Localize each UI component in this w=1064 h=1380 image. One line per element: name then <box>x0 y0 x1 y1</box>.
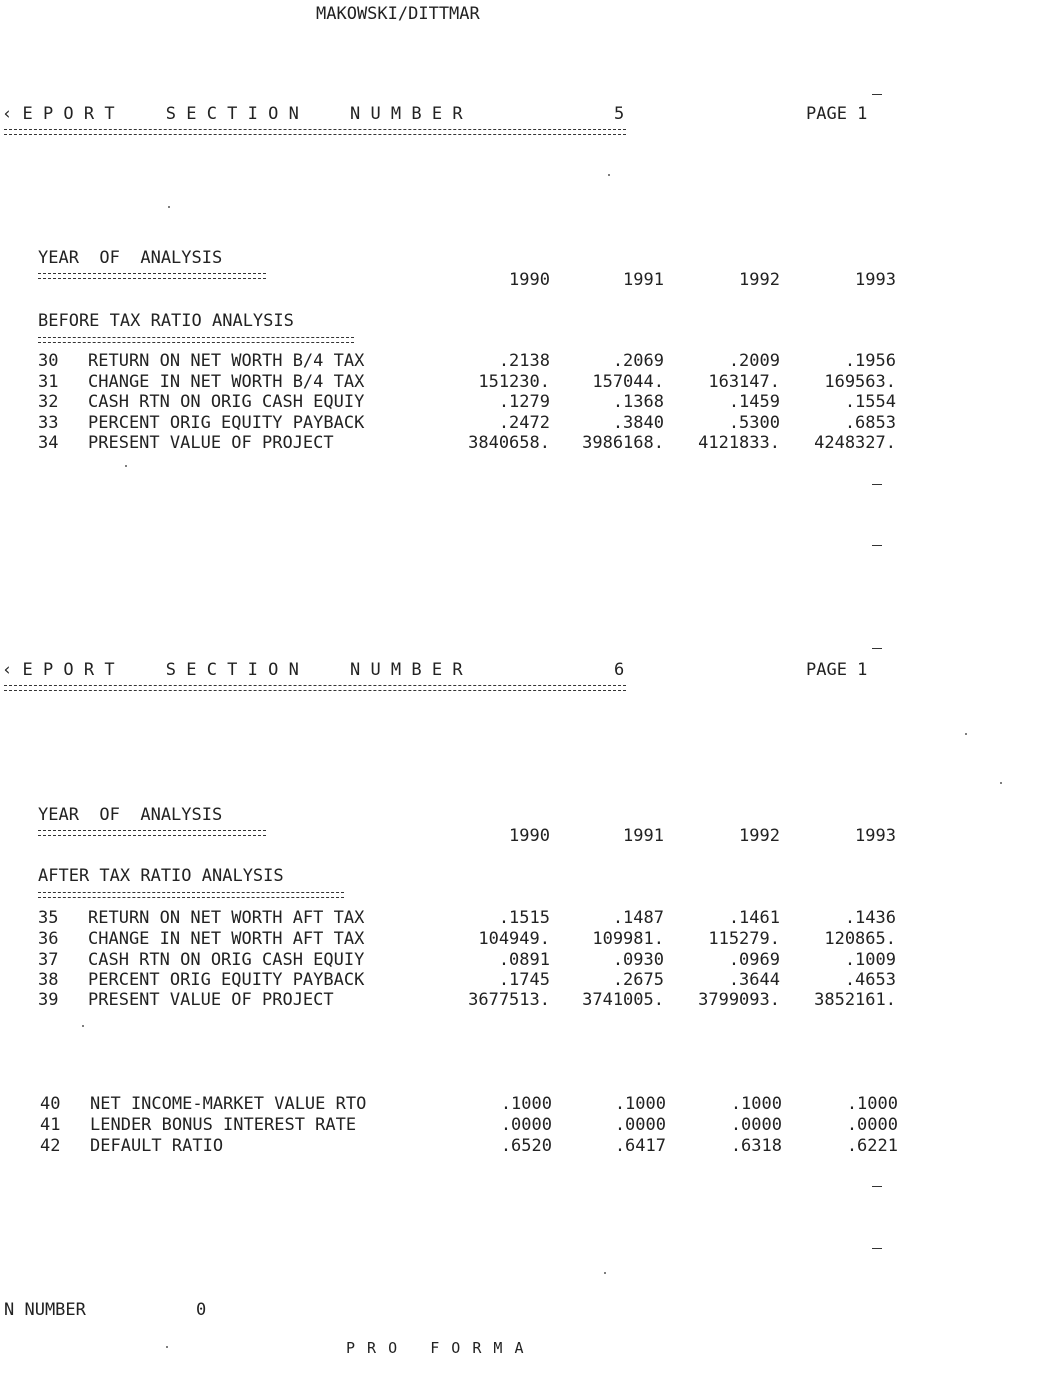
footer-pro-forma: P R O F O R M A <box>346 1339 526 1357</box>
row-value-1992: .1461 <box>728 908 780 928</box>
row-label: CASH RTN ON ORIG CASH EQUIY <box>88 392 365 412</box>
section-5-number: 5 <box>614 104 625 124</box>
margin-mark <box>872 1248 882 1249</box>
margin-mark <box>872 484 882 485</box>
row-number: 37 <box>38 950 59 970</box>
row-number: 33 <box>38 413 59 433</box>
row-value-1992: .0969 <box>728 950 780 970</box>
row-value-1993: 169563. <box>824 372 896 392</box>
section-5-year-1992: 1992 <box>739 270 780 290</box>
row-label: RETURN ON NET WORTH AFT TAX <box>88 908 365 928</box>
row-value-1991: 109981. <box>592 929 664 949</box>
scan-speck <box>965 733 967 735</box>
row-label: DEFAULT RATIO <box>90 1136 224 1156</box>
row-value-1992: .0000 <box>730 1115 782 1135</box>
section-6-page: PAGE 1 <box>806 660 868 680</box>
row-value-1993: 3852161. <box>814 990 896 1010</box>
row-value-1992: 115279. <box>708 929 780 949</box>
row-number: 38 <box>38 970 59 990</box>
row-number: 31 <box>38 372 59 392</box>
row-value-1992: .2009 <box>728 351 780 371</box>
row-label: PERCENT ORIG EQUITY PAYBACK <box>88 413 365 433</box>
section-5-year-1991: 1991 <box>623 270 664 290</box>
row-value-1990: .6520 <box>500 1136 552 1156</box>
scan-speck <box>608 174 610 176</box>
page-mark <box>872 94 882 95</box>
row-value-1992: .1459 <box>728 392 780 412</box>
scan-speck <box>166 1346 168 1348</box>
row-number: 34 <box>38 433 59 453</box>
document-author-header: MAKOWSKI/DITTMAR <box>316 4 480 24</box>
row-label: RETURN ON NET WORTH B/4 TAX <box>88 351 365 371</box>
row-value-1991: 157044. <box>592 372 664 392</box>
row-value-1992: .6318 <box>730 1136 782 1156</box>
scan-speck <box>82 1025 84 1027</box>
scan-speck <box>604 1272 606 1274</box>
scan-speck <box>168 206 170 208</box>
row-value-1990: 3677513. <box>468 990 550 1010</box>
row-label: NET INCOME-MARKET VALUE RTO <box>90 1094 367 1114</box>
section-5-year-label: YEAR OF ANALYSIS <box>38 248 223 268</box>
section-5-subtitle: BEFORE TAX RATIO ANALYSIS <box>38 311 294 331</box>
section-6-title: ‹ E P O R T S E C T I O N N U M B E R <box>2 660 463 680</box>
row-value-1991: .6417 <box>614 1136 666 1156</box>
row-value-1991: .1487 <box>612 908 664 928</box>
row-value-1993: .6853 <box>844 413 896 433</box>
row-value-1990: .1000 <box>500 1094 552 1114</box>
row-value-1990: .2138 <box>498 351 550 371</box>
row-value-1990: 3840658. <box>468 433 550 453</box>
section-5-title: ‹ E P O R T S E C T I O N N U M B E R <box>2 104 463 124</box>
section-6-year-1992: 1992 <box>739 826 780 846</box>
row-value-1990: .0000 <box>500 1115 552 1135</box>
section-6-title-rule <box>4 685 626 691</box>
section-5-year-rule <box>38 273 266 279</box>
row-value-1992: 4121833. <box>698 433 780 453</box>
section-6-year-rule <box>38 830 266 836</box>
row-value-1991: .1000 <box>614 1094 666 1114</box>
row-label: PERCENT ORIG EQUITY PAYBACK <box>88 970 365 990</box>
section-5-title-rule <box>4 129 626 135</box>
row-value-1992: 3799093. <box>698 990 780 1010</box>
row-label: CHANGE IN NET WORTH B/4 TAX <box>88 372 365 392</box>
row-value-1991: .0000 <box>614 1115 666 1135</box>
row-label: CASH RTN ON ORIG CASH EQUIY <box>88 950 365 970</box>
row-number: 30 <box>38 351 59 371</box>
section-5-year-1993: 1993 <box>855 270 896 290</box>
row-value-1993: .1436 <box>844 908 896 928</box>
row-number: 39 <box>38 990 59 1010</box>
section-6-number: 6 <box>614 660 625 680</box>
page-mark <box>872 648 882 649</box>
row-value-1991: 3986168. <box>582 433 664 453</box>
row-value-1990: .2472 <box>498 413 550 433</box>
section-5-year-1990: 1990 <box>509 270 550 290</box>
row-value-1990: 151230. <box>478 372 550 392</box>
footer-number-value: 0 <box>196 1300 207 1320</box>
margin-mark <box>872 1186 882 1187</box>
section-5-page: PAGE 1 <box>806 104 868 124</box>
footer-number-label: N NUMBER <box>4 1300 86 1320</box>
section-6-year-1991: 1991 <box>623 826 664 846</box>
row-value-1993: .1956 <box>844 351 896 371</box>
row-label: PRESENT VALUE OF PROJECT <box>88 433 334 453</box>
section-6-year-1990: 1990 <box>509 826 550 846</box>
row-value-1991: .3840 <box>612 413 664 433</box>
row-value-1992: .5300 <box>728 413 780 433</box>
section-5-subtitle-rule <box>38 337 354 343</box>
section-6-subtitle: AFTER TAX RATIO ANALYSIS <box>38 866 284 886</box>
row-value-1992: 163147. <box>708 372 780 392</box>
row-value-1990: .1515 <box>498 908 550 928</box>
section-6-year-1993: 1993 <box>855 826 896 846</box>
row-value-1991: .2675 <box>612 970 664 990</box>
row-value-1991: .2069 <box>612 351 664 371</box>
row-value-1991: 3741005. <box>582 990 664 1010</box>
row-number: 41 <box>40 1115 61 1135</box>
row-value-1993: .1554 <box>844 392 896 412</box>
row-value-1993: 4248327. <box>814 433 896 453</box>
row-value-1992: .3644 <box>728 970 780 990</box>
section-6-year-label: YEAR OF ANALYSIS <box>38 805 223 825</box>
scan-speck <box>125 465 127 467</box>
row-value-1990: .1745 <box>498 970 550 990</box>
row-value-1993: .6221 <box>846 1136 898 1156</box>
row-value-1991: .1368 <box>612 392 664 412</box>
section-6-subtitle-rule <box>38 892 344 898</box>
row-value-1991: .0930 <box>612 950 664 970</box>
row-label: LENDER BONUS INTEREST RATE <box>90 1115 357 1135</box>
row-value-1993: 120865. <box>824 929 896 949</box>
row-number: 36 <box>38 929 59 949</box>
row-number: 42 <box>40 1136 61 1156</box>
row-value-1993: .4653 <box>844 970 896 990</box>
row-number: 35 <box>38 908 59 928</box>
row-value-1992: .1000 <box>730 1094 782 1114</box>
row-value-1990: .1279 <box>498 392 550 412</box>
row-value-1993: .0000 <box>846 1115 898 1135</box>
row-value-1990: 104949. <box>478 929 550 949</box>
row-value-1990: .0891 <box>498 950 550 970</box>
row-value-1993: .1000 <box>846 1094 898 1114</box>
row-number: 32 <box>38 392 59 412</box>
row-label: CHANGE IN NET WORTH AFT TAX <box>88 929 365 949</box>
margin-mark <box>872 545 882 546</box>
row-value-1993: .1009 <box>844 950 896 970</box>
scan-speck <box>1000 782 1002 784</box>
row-number: 40 <box>40 1094 61 1114</box>
row-label: PRESENT VALUE OF PROJECT <box>88 990 334 1010</box>
